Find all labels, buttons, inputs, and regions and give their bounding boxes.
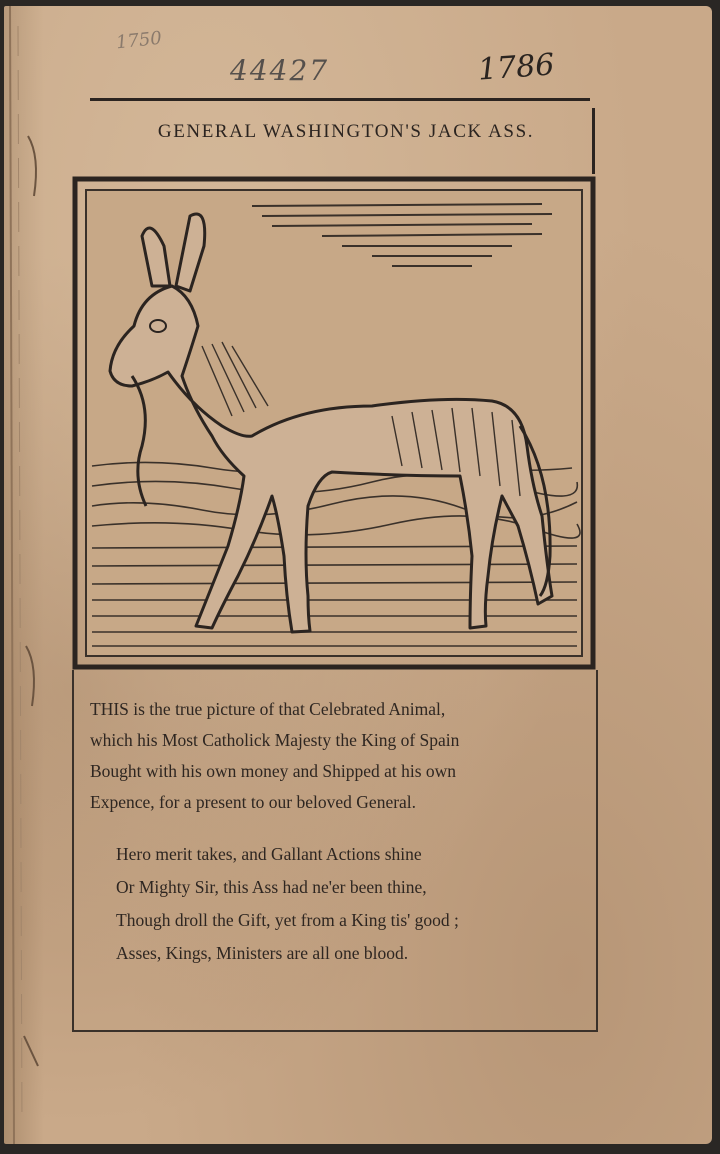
verse-stanza	[116, 838, 576, 970]
verse-line: Asses, Kings, Ministers are all one blood.	[116, 943, 409, 963]
pamphlet-page	[4, 6, 712, 1144]
catalog-number: 44427	[230, 54, 330, 87]
verse-line: Or Mighty Sir, this Ass had ne'er been thine,	[116, 877, 427, 897]
handwritten-year: 1786	[476, 47, 556, 88]
donkey-woodcut-illustration	[72, 176, 596, 670]
description-line: Expence, for a present to our beloved General.	[90, 792, 417, 812]
verse-line: Though droll the Gift, yet from a King tis' good ;	[116, 910, 459, 930]
description-line: THIS is the true picture of that Celebrated Animal,	[90, 699, 446, 719]
description-line: Bought with his own money and Shipped at his own	[90, 761, 457, 781]
title-top-rule	[90, 98, 590, 101]
description-line: which his Most Catholick Majesty the King of Spain	[90, 730, 460, 750]
stitched-binding-edge	[4, 6, 52, 1144]
description-paragraph	[90, 694, 586, 818]
page-title: GENERAL WASHINGTON'S JACK ASS.	[157, 121, 535, 142]
title-side-rule	[592, 108, 595, 174]
pencil-annotation: 1750	[115, 27, 163, 54]
verse-line: Hero merit takes, and Gallant Actions shine	[116, 844, 422, 864]
